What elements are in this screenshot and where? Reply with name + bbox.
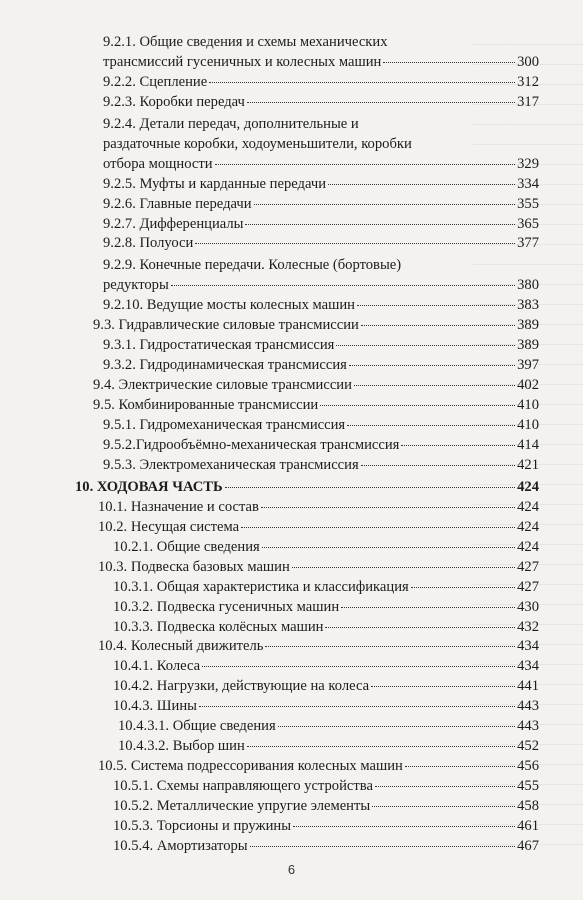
- dot-leader: [209, 82, 515, 83]
- toc-entry: [118, 716, 539, 736]
- toc-entry-title: 10.4. Колесный движитель: [98, 638, 264, 654]
- toc-entry-title: 9.2.7. Дифференциалы: [103, 216, 244, 232]
- toc-entry-page: 389: [517, 337, 539, 353]
- dot-leader: [262, 547, 515, 548]
- toc-entry-page: 461: [517, 818, 539, 834]
- toc-entry-page: 329: [517, 156, 539, 172]
- toc-entry-page: 377: [517, 235, 539, 251]
- dot-leader: [254, 204, 516, 205]
- dot-leader: [247, 102, 515, 103]
- dot-leader: [261, 507, 515, 508]
- toc-entry: [93, 395, 539, 415]
- toc-entry-title: редукторы: [103, 277, 169, 293]
- toc-entry-page: 424: [517, 499, 539, 515]
- toc-entry-page: 434: [517, 658, 539, 674]
- toc-entry-page: 414: [517, 437, 539, 453]
- dot-leader: [265, 646, 515, 647]
- toc-entry-title: 10.4.3.2. Выбор шин: [118, 738, 245, 754]
- toc-entry-title: 10.3.1. Общая характеристика и классификация: [113, 579, 409, 595]
- dot-leader: [195, 243, 515, 244]
- dot-leader: [341, 607, 515, 608]
- dot-leader: [199, 706, 515, 707]
- toc-entry: [103, 335, 539, 355]
- toc-entry-page: 355: [517, 196, 539, 212]
- dot-leader: [325, 627, 515, 628]
- toc-entry-page: 441: [517, 678, 539, 694]
- toc-entry-title: 9.2.1. Общие сведения и схемы механических: [103, 34, 388, 50]
- dot-leader: [225, 487, 515, 488]
- toc-entry-page: 455: [517, 778, 539, 794]
- toc-entry-page: 365: [517, 216, 539, 232]
- toc-entry-page: 383: [517, 297, 539, 313]
- toc-entry-title: 9.5.3. Электромеханическая трансмиссия: [103, 457, 359, 473]
- toc-entry-title: 9.5.1. Гидромеханическая трансмиссия: [103, 417, 346, 433]
- toc-entry-title: 9.5. Комбинированные трансмиссии: [93, 397, 319, 413]
- toc-entry: [98, 636, 539, 656]
- toc-entry: [103, 72, 539, 92]
- dot-leader: [357, 305, 515, 306]
- toc-entry-page: 432: [517, 619, 539, 635]
- toc-entry-title: 9.2.10. Ведущие мосты колесных машин: [103, 297, 355, 313]
- toc-entry-title: 9.2.6. Главные передачи: [103, 196, 252, 212]
- toc-entry: [103, 435, 539, 455]
- toc-entry-title: 10.5.2. Металлические упругие элементы: [113, 798, 371, 814]
- toc-entry-page: 424: [517, 519, 539, 535]
- dot-leader: [347, 425, 515, 426]
- dot-leader: [292, 567, 515, 568]
- dot-leader: [320, 405, 515, 406]
- toc-entry: [113, 676, 539, 696]
- toc-entry-title: 9.2.8. Полуоси: [103, 235, 194, 251]
- toc-entry: [118, 736, 539, 756]
- toc-entry: [113, 796, 539, 816]
- dot-leader: [354, 385, 515, 386]
- dot-leader: [336, 345, 515, 346]
- toc-entry: [103, 154, 539, 174]
- toc-entry: [103, 174, 539, 194]
- toc-entry-page: 397: [517, 357, 539, 373]
- toc-entry-title: 9.2.4. Детали передач, дополнительные и: [103, 116, 359, 132]
- toc-entry-title: трансмиссий гусеничных и колесных машин: [103, 54, 382, 70]
- toc-entry: [103, 233, 539, 253]
- toc-entry-title: 10.5.3. Торсионы и пружины: [113, 818, 292, 834]
- toc-entry: [103, 32, 388, 52]
- toc-entry-title: 10. ХОДОВАЯ ЧАСТЬ: [75, 479, 223, 495]
- dot-leader: [241, 527, 515, 528]
- toc-entry: [103, 114, 359, 134]
- toc-entry-page: 424: [517, 479, 539, 495]
- dot-leader: [278, 726, 515, 727]
- toc-entry-title: 9.2.5. Муфты и карданные передачи: [103, 176, 327, 192]
- toc-entry-title: 10.2. Несущая система: [98, 519, 240, 535]
- toc-entry-title: 10.5.4. Амортизаторы: [113, 838, 248, 854]
- toc-entry-title: 9.3.1. Гидростатическая трансмиссия: [103, 337, 335, 353]
- dot-leader: [383, 62, 515, 63]
- toc-entry-title: 9.5.2.Гидрообъёмно-механическая трансмиссия: [103, 437, 400, 453]
- toc-entry: [75, 477, 539, 497]
- toc-entry: [113, 577, 539, 597]
- toc-entry: [103, 255, 401, 275]
- toc-entry-title: раздаточные коробки, ходоуменьшители, коробки: [103, 136, 412, 152]
- toc-entry-page: 424: [517, 539, 539, 555]
- toc-entry-page: 402: [517, 377, 539, 393]
- dot-leader: [361, 465, 515, 466]
- toc-entry-title: 10.5. Система подрессоривания колесных машин: [98, 758, 403, 774]
- toc-entry: [113, 816, 539, 836]
- toc-entry-title: 10.1. Назначение и состав: [98, 499, 259, 515]
- toc-entry-page: 389: [517, 317, 539, 333]
- toc-entry-page: 458: [517, 798, 539, 814]
- toc-entry-page: 312: [517, 74, 539, 90]
- toc-entry-title: 9.3.2. Гидродинамическая трансмиссия: [103, 357, 347, 373]
- dot-leader: [405, 766, 515, 767]
- toc-entry-title: 9.2.2. Сцепление: [103, 74, 208, 90]
- toc-entry-page: 430: [517, 599, 539, 615]
- toc-entry-title: 10.4.3. Шины: [113, 698, 197, 714]
- toc-entry-page: 456: [517, 758, 539, 774]
- toc-entry: [103, 275, 539, 295]
- toc-entry: [98, 756, 539, 776]
- dot-leader: [349, 365, 515, 366]
- toc-entry: [93, 375, 539, 395]
- toc-entry-page: 410: [517, 417, 539, 433]
- toc-entry-page: 380: [517, 277, 539, 293]
- toc-entry: [103, 415, 539, 435]
- toc-entry-page: 421: [517, 457, 539, 473]
- dot-leader: [371, 686, 515, 687]
- toc-entry: [113, 537, 539, 557]
- toc-entry: [93, 315, 539, 335]
- toc-entry: [103, 194, 539, 214]
- toc-entry-page: 410: [517, 397, 539, 413]
- toc-entry-page: 443: [517, 718, 539, 734]
- toc-entry: [98, 557, 539, 577]
- toc-entry: [98, 497, 539, 517]
- toc-entry: [113, 656, 539, 676]
- dot-leader: [250, 846, 516, 847]
- toc-entry: [103, 355, 539, 375]
- dot-leader: [375, 786, 515, 787]
- toc-entry-title: 9.2.3. Коробки передач: [103, 94, 245, 110]
- toc-entry: [113, 617, 539, 637]
- toc-entry: [98, 517, 539, 537]
- toc-entry-page: 300: [517, 54, 539, 70]
- toc-entry-title: 9.2.9. Конечные передачи. Колесные (бортовые): [103, 257, 402, 273]
- dot-leader: [372, 806, 515, 807]
- toc-entry-title: 10.2.1. Общие сведения: [113, 539, 260, 555]
- toc-entry-title: 10.3. Подвеска базовых машин: [98, 559, 290, 575]
- toc-entry-page: 427: [517, 579, 539, 595]
- toc-entry-page: 452: [517, 738, 539, 754]
- toc-entry-title: 9.4. Электрические силовые трансмиссии: [93, 377, 352, 393]
- toc-entry: [103, 134, 412, 154]
- toc-entry-title: 10.5.1. Схемы направляющего устройства: [113, 778, 373, 794]
- page-number: 6: [287, 862, 296, 877]
- toc-entry: [113, 836, 539, 856]
- dot-leader: [171, 285, 515, 286]
- toc-entry-page: 467: [517, 838, 539, 854]
- dot-leader: [245, 224, 515, 225]
- dot-leader: [328, 184, 515, 185]
- toc-entry-page: 334: [517, 176, 539, 192]
- toc-entry-title: 10.4.3.1. Общие сведения: [118, 718, 276, 734]
- toc-entry-title: 10.3.3. Подвеска колёсных машин: [113, 619, 324, 635]
- dot-leader: [411, 587, 515, 588]
- toc-entry: [103, 52, 539, 72]
- dot-leader: [247, 746, 515, 747]
- toc-entry-page: 427: [517, 559, 539, 575]
- dot-leader: [401, 445, 515, 446]
- toc-entry: [113, 597, 539, 617]
- toc-entry-title: 10.3.2. Подвеска гусеничных машин: [113, 599, 340, 615]
- toc-entry-title: 9.3. Гидравлические силовые трансмиссии: [93, 317, 359, 333]
- dot-leader: [202, 666, 515, 667]
- toc-entry-title: отбора мощности: [103, 156, 213, 172]
- toc-entry: [103, 214, 539, 234]
- dot-leader: [293, 826, 515, 827]
- toc-entry: [103, 295, 539, 315]
- toc-entry: [103, 455, 539, 475]
- dot-leader: [215, 164, 516, 165]
- toc-entry-page: 443: [517, 698, 539, 714]
- toc-entry-title: 10.4.1. Колеса: [113, 658, 201, 674]
- toc-entry-title: 10.4.2. Нагрузки, действующие на колеса: [113, 678, 370, 694]
- toc-entry: [113, 696, 539, 716]
- toc-entry-page: 434: [517, 638, 539, 654]
- dot-leader: [361, 325, 515, 326]
- toc-entry-page: 317: [517, 94, 539, 110]
- toc-entry: [113, 776, 539, 796]
- toc-entry: [103, 92, 539, 112]
